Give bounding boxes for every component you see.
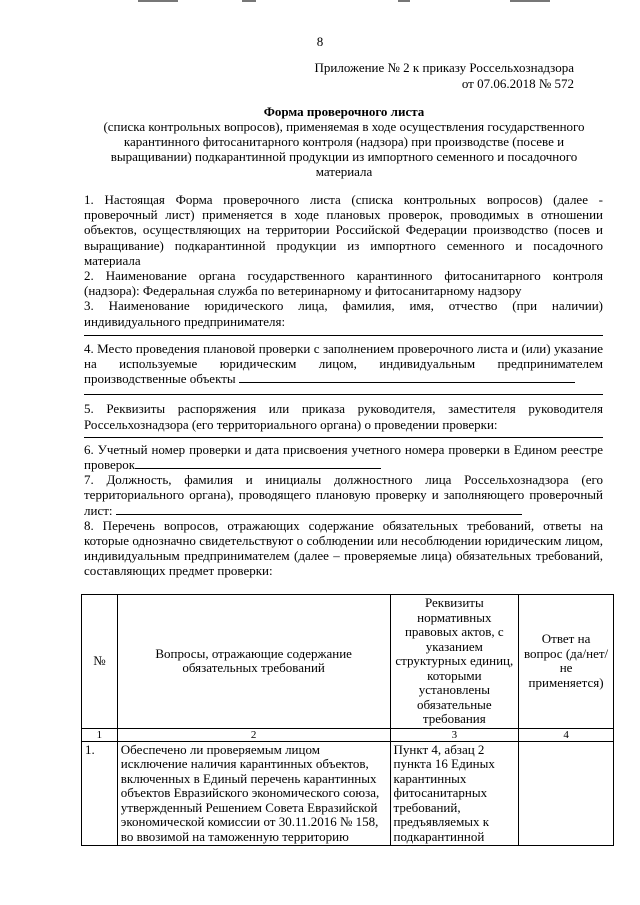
paragraph-5: 5. Реквизиты распоряжения или приказа руководителя, заместителя руководителя Россельхознадзора (его территориального органа) о проведении проверки: (84, 401, 603, 432)
paragraph-8: 8. Перечень вопросов, отражающих содержание обязательных требований, ответы на которые однозначно свидетельствуют о соблюдении или несоблюдении юридическим лицом, индивидуальным предпринимателем (далее – проверяемые лица) обязательных требований, составляющих предмет проверки: (84, 517, 603, 579)
paragraph-4 (84, 341, 603, 387)
paragraph-4-text: 4. Место проведения плановой проверки с заполнением проверочного листа и (или) указание на используемые юридическим лицом, индивидуальным предпринимателем производственные объекты (84, 340, 603, 387)
header-requisites: Реквизиты нормативных правовых актов, с указанием структурных единиц, которыми установлены обязательные требования (390, 595, 519, 729)
table-header-row (82, 595, 614, 729)
form-title-block (84, 104, 604, 179)
page-number: 8 (316, 34, 324, 49)
column-number: 3 (390, 728, 519, 741)
header-answer: Ответ на вопрос (да/нет/не применяется) (519, 595, 614, 729)
fill-line-order[interactable] (84, 437, 603, 438)
appendix-line-1: Приложение № 2 к приказу Россельхознадзора (314, 60, 574, 75)
row-requisites: Пункт 4, абзац 2 пункта 16 Единых карантинных фитосанитарных требований, предъявляемых к подкарантинной (390, 741, 519, 846)
fill-line-inspector[interactable] (116, 503, 522, 515)
appendix-line-2: от 07.06.2018 № 572 (461, 76, 574, 91)
fill-line-location[interactable] (239, 371, 575, 383)
checklist-table (81, 594, 614, 846)
fill-line-registration[interactable] (135, 457, 381, 469)
paragraph-6-text: 6. Учетный номер проверки и дата присвоения учетного номера проверки в Едином реестре проверок (84, 441, 603, 473)
column-number: 2 (117, 728, 390, 741)
row-answer-cell[interactable] (519, 741, 614, 846)
fill-line-entity-name[interactable] (84, 335, 603, 336)
fill-line-location-2[interactable] (84, 394, 603, 395)
scan-top-marks (0, 0, 640, 6)
paragraph-3: 3. Наименование юридического лица, фамилия, имя, отчество (при наличии) индивидуального предпринимателя: (84, 298, 603, 329)
paragraph-1: 1. Настоящая Форма проверочного листа (списка контрольных вопросов) (далее - проверочный лист) применяется в ходе плановых проверок, проводимых в отношении объектов, осуществляющих на территории Российской Федерации производство (посев и выращивание) подкарантинной продукции из импортного семенного и посадочного материала (84, 192, 603, 268)
form-subtitle: (списка контрольных вопросов), применяемая в ходе осуществления государственного карантинного фитосанитарного контроля (надзора) при производстве (посеве и выращивании) подкарантинной продукции из импортного семенного и посадочного материала (103, 119, 585, 179)
paragraph-6 (84, 442, 603, 472)
column-number: 1 (82, 728, 118, 741)
paragraph-7 (84, 472, 603, 518)
form-body (84, 192, 603, 579)
header-number: № (82, 595, 118, 729)
header-question: Вопросы, отражающие содержание обязательных требований (117, 595, 390, 729)
table-row (82, 741, 614, 846)
appendix-reference (315, 60, 575, 92)
column-number-row (82, 728, 614, 741)
column-number: 4 (519, 728, 614, 741)
row-number: 1. (82, 741, 118, 846)
form-heading: Форма проверочного листа (263, 104, 425, 119)
row-question: Обеспечено ли проверяемым лицом исключение наличия карантинных объектов, включенных в Единый перечень карантинных объектов Евразийского экономического союза, утвержденный Решением Совета Евразийской экономической комиссии от 30.11.2016 № 158, во ввозимой на таможенную территорию (117, 741, 390, 846)
paragraph-2: 2. Наименование органа государственного карантинного фитосанитарного контроля (надзора): Федеральная служба по ветеринарному и фитосанитарному надзору (84, 268, 603, 299)
paragraph-7-text: 7. Должность, фамилия и инициалы должностного лица Россельхознадзора (его территориального органа), проводящего плановую проверку и заполняющего проверочный лист: (84, 472, 603, 518)
